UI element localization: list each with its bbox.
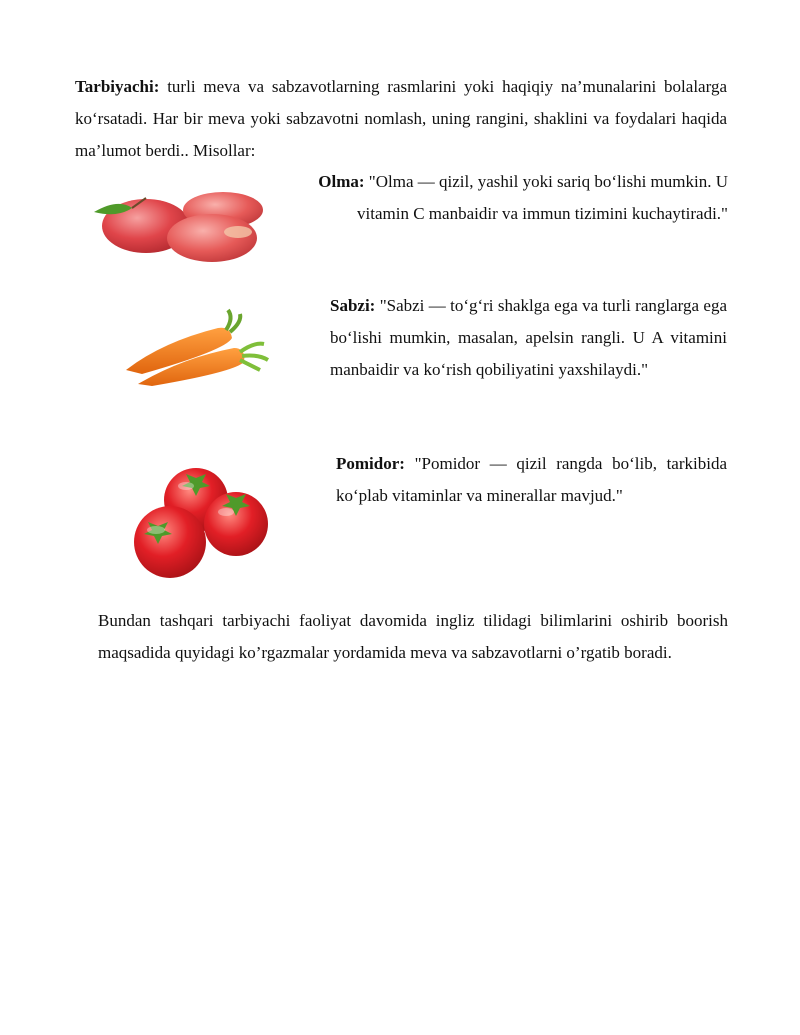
apples-image	[88, 188, 268, 268]
carrots-image	[122, 308, 272, 390]
sabzi-label: Sabzi:	[330, 296, 376, 315]
intro-paragraph	[75, 71, 727, 167]
sabzi-description	[330, 290, 727, 386]
outro-paragraph: Bundan tashqari tarbiyachi faoliyat davomida ingliz tilidagi bilimlarini oshirib boorish maqsadida quyidagi ko’rgazmalar yordamida meva va sabzavotlarni o’rgatib boradi.	[98, 611, 728, 662]
olma-label: Olma:	[318, 172, 365, 191]
pomidor-text: "Pomidor — qizil rangda bo‘lib, tarkibida ko‘plab vitaminlar va minerallar mavjud."	[336, 454, 727, 505]
sabzi-text: "Sabzi — to‘g‘ri shaklga ega va turli ranglarga ega bo‘lishi mumkin, masalan, apelsin rangli. U A vitamini manbaidir va ko‘rish qobiliyatini yaxshilaydi."	[330, 296, 727, 379]
tomatoes-image	[126, 464, 274, 579]
pomidor-label: Pomidor:	[336, 454, 405, 473]
pomidor-description	[336, 448, 727, 512]
intro-label: Tarbiyachi:	[75, 77, 160, 96]
olma-description	[290, 166, 728, 230]
intro-text: turli meva va sabzavotlarning rasmlarini yoki haqiqiy na’munalarini bolalarga ko‘rsatadi. Har bir meva yoki sabzavotni nomlash, uning rangini, shaklini va foydalari haqida ma’lumot berdi.. Misollar:	[75, 77, 727, 160]
olma-text: "Olma — qizil, yashil yoki sariq bo‘lishi mumkin. U vitamin C manbaidir va immun tizimini kuchaytiradi."	[357, 172, 728, 223]
